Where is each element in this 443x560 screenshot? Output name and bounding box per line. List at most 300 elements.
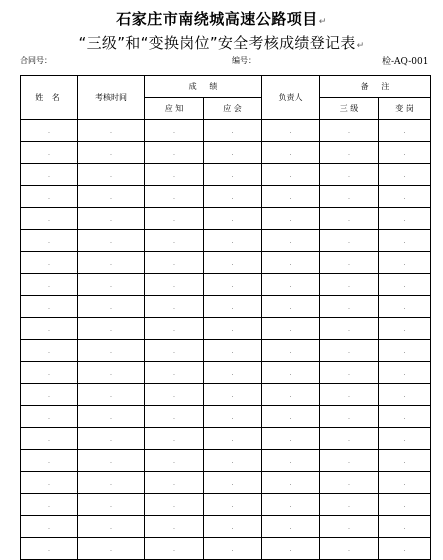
- cell-mark: .: [109, 545, 113, 553]
- table-cell: [320, 494, 379, 516]
- table-cell: [204, 340, 262, 362]
- table-cell: [78, 384, 145, 406]
- table-cell: [320, 406, 379, 428]
- cell-mark: .: [347, 347, 351, 355]
- cell-mark: .: [47, 391, 51, 399]
- table-cell: [145, 230, 204, 252]
- table-cell: [379, 384, 431, 406]
- serial-number-label: 编号：: [232, 56, 256, 65]
- cell-mark: .: [172, 127, 176, 135]
- cell-mark: .: [47, 259, 51, 267]
- table-cell: [21, 450, 78, 472]
- table-row: [21, 120, 431, 142]
- table-cell: [21, 538, 78, 560]
- cell-mark: .: [231, 435, 234, 443]
- cell-mark: .: [47, 369, 51, 377]
- cell-mark: .: [403, 523, 406, 531]
- table-cell: [78, 164, 145, 186]
- table-cell: [379, 516, 431, 538]
- cell-mark: .: [47, 413, 51, 421]
- cell-mark: .: [403, 149, 406, 157]
- table-cell: [78, 472, 145, 494]
- cell-mark: .: [172, 347, 176, 355]
- cell-mark: .: [347, 369, 351, 377]
- score-register-table: [20, 75, 431, 560]
- table-cell: [379, 186, 431, 208]
- table-cell: [21, 186, 78, 208]
- cell-mark: .: [403, 171, 406, 179]
- table-cell: [78, 494, 145, 516]
- cell-mark: .: [403, 325, 406, 333]
- cell-mark: .: [347, 413, 351, 421]
- table-cell: [21, 208, 78, 230]
- table-cell: [145, 142, 204, 164]
- table-cell: [78, 538, 145, 560]
- cell-mark: .: [403, 347, 406, 355]
- table-cell: [145, 120, 204, 142]
- table-cell: [78, 516, 145, 538]
- cell-mark: .: [289, 171, 292, 179]
- table-cell: [262, 516, 320, 538]
- cell-mark: .: [403, 259, 406, 267]
- table-cell: [145, 362, 204, 384]
- cell-mark: .: [403, 215, 406, 223]
- cell-mark: .: [47, 325, 51, 333]
- cell-mark: .: [347, 281, 351, 289]
- table-cell: [145, 186, 204, 208]
- cell-mark: .: [231, 171, 234, 179]
- cell-mark: .: [403, 545, 406, 553]
- table-cell: [78, 208, 145, 230]
- cell-mark: .: [403, 413, 406, 421]
- table-cell: [21, 362, 78, 384]
- contract-number-label: 合同号：: [20, 56, 52, 65]
- table-cell: [204, 274, 262, 296]
- table-cell: [21, 384, 78, 406]
- table-cell: [145, 208, 204, 230]
- table-row: [21, 318, 431, 340]
- cell-mark: .: [47, 149, 51, 157]
- cell-mark: .: [109, 171, 113, 179]
- table-cell: [262, 208, 320, 230]
- table-row: [21, 274, 431, 296]
- cell-mark: .: [47, 303, 51, 311]
- table-cell: [320, 318, 379, 340]
- table-cell: [262, 318, 320, 340]
- table-cell: [320, 340, 379, 362]
- cell-mark: .: [403, 281, 406, 289]
- cell-mark: .: [47, 127, 51, 135]
- table-cell: [21, 494, 78, 516]
- table-cell: [145, 494, 204, 516]
- header-should-do: 应 会: [204, 98, 262, 120]
- cell-mark: .: [289, 435, 292, 443]
- table-row: [21, 296, 431, 318]
- cell-mark: .: [289, 237, 292, 245]
- table-row: [21, 450, 431, 472]
- table-cell: [320, 516, 379, 538]
- header-score: 成 绩: [145, 76, 262, 98]
- cell-mark: .: [289, 413, 292, 421]
- table-cell: [379, 450, 431, 472]
- cell-mark: .: [109, 413, 113, 421]
- table-cell: [78, 340, 145, 362]
- cell-mark: .: [47, 237, 51, 245]
- cell-mark: .: [47, 347, 51, 355]
- table-cell: [204, 494, 262, 516]
- cell-mark: .: [172, 325, 176, 333]
- cell-mark: .: [109, 149, 113, 157]
- table-cell: [379, 296, 431, 318]
- cell-mark: .: [47, 281, 51, 289]
- cell-mark: .: [172, 281, 176, 289]
- cell-mark: .: [347, 325, 351, 333]
- table-cell: [262, 428, 320, 450]
- cell-mark: .: [172, 435, 176, 443]
- table-cell: [204, 142, 262, 164]
- table-cell: [21, 296, 78, 318]
- table-cell: [204, 384, 262, 406]
- table-cell: [21, 516, 78, 538]
- table-cell: [262, 296, 320, 318]
- cell-mark: .: [109, 215, 113, 223]
- cell-mark: .: [47, 435, 51, 443]
- cell-mark: .: [172, 457, 176, 465]
- cell-mark: .: [289, 193, 292, 201]
- table-cell: [78, 230, 145, 252]
- cell-mark: .: [109, 303, 113, 311]
- table-row: [21, 230, 431, 252]
- table-cell: [21, 230, 78, 252]
- cell-mark: .: [172, 479, 176, 487]
- table-cell: [320, 208, 379, 230]
- table-cell: [145, 318, 204, 340]
- cell-mark: .: [109, 325, 113, 333]
- cell-mark: .: [231, 127, 234, 135]
- cell-mark: .: [47, 501, 51, 509]
- cell-mark: .: [347, 193, 351, 201]
- table-cell: [21, 274, 78, 296]
- table-cell: [379, 472, 431, 494]
- table-cell: [204, 472, 262, 494]
- table-cell: [262, 230, 320, 252]
- table-cell: [145, 538, 204, 560]
- table-cell: [204, 186, 262, 208]
- table-cell: [320, 362, 379, 384]
- cell-mark: .: [347, 523, 351, 531]
- cell-mark: .: [172, 171, 176, 179]
- cell-mark: .: [172, 545, 176, 553]
- table-cell: [78, 406, 145, 428]
- table-row: [21, 428, 431, 450]
- cell-mark: .: [289, 501, 292, 509]
- cell-mark: .: [231, 369, 234, 377]
- table-cell: [145, 274, 204, 296]
- table-row: [21, 142, 431, 164]
- table-cell: [204, 120, 262, 142]
- cell-mark: .: [347, 149, 351, 157]
- cell-mark: .: [47, 479, 51, 487]
- cell-mark: .: [231, 501, 234, 509]
- cell-mark: .: [347, 391, 351, 399]
- cell-mark: .: [289, 325, 292, 333]
- cell-mark: .: [347, 171, 351, 179]
- cell-mark: .: [347, 259, 351, 267]
- table-cell: [145, 406, 204, 428]
- table-cell: [204, 538, 262, 560]
- table-row: [21, 208, 431, 230]
- cell-mark: .: [289, 259, 292, 267]
- table-cell: [21, 142, 78, 164]
- table-cell: [379, 274, 431, 296]
- cell-mark: .: [231, 391, 234, 399]
- header-exam-time: 考核时间: [78, 76, 145, 120]
- cell-mark: .: [231, 193, 234, 201]
- cell-mark: .: [172, 501, 176, 509]
- cell-mark: .: [172, 259, 176, 267]
- table-cell: [262, 384, 320, 406]
- table-cell: [145, 164, 204, 186]
- table-cell: [262, 494, 320, 516]
- cell-mark: .: [403, 127, 406, 135]
- table-cell: [320, 164, 379, 186]
- table-cell: [320, 472, 379, 494]
- cell-mark: .: [347, 215, 351, 223]
- table-cell: [204, 230, 262, 252]
- table-cell: [320, 384, 379, 406]
- table-cell: [78, 428, 145, 450]
- table-cell: [78, 274, 145, 296]
- cell-mark: .: [231, 545, 234, 553]
- cell-mark: .: [231, 281, 234, 289]
- cell-mark: .: [231, 149, 234, 157]
- header-name: 姓 名: [21, 76, 78, 120]
- cell-mark: .: [172, 215, 176, 223]
- cell-mark: .: [109, 457, 113, 465]
- table-row: [21, 362, 431, 384]
- cell-mark: .: [109, 127, 113, 135]
- table-cell: [21, 164, 78, 186]
- cell-mark: .: [231, 523, 234, 531]
- table-cell: [320, 120, 379, 142]
- cell-mark: .: [47, 523, 51, 531]
- cell-mark: .: [347, 479, 351, 487]
- cell-mark: .: [109, 523, 113, 531]
- document-subtitle: “三级”和“变换岗位”安全考核成绩登记表↵: [78, 34, 365, 52]
- cell-mark: .: [289, 369, 292, 377]
- cell-mark: .: [289, 479, 292, 487]
- cell-mark: .: [47, 215, 51, 223]
- cell-mark: .: [47, 193, 51, 201]
- table-cell: [262, 274, 320, 296]
- cell-mark: .: [109, 391, 113, 399]
- cell-mark: .: [231, 347, 234, 355]
- table-cell: [78, 362, 145, 384]
- cell-mark: .: [231, 479, 234, 487]
- table-cell: [145, 384, 204, 406]
- document-title: 石家庄市南绕城高速公路项目↵: [116, 10, 327, 28]
- cell-mark: .: [172, 149, 176, 157]
- table-cell: [379, 428, 431, 450]
- cell-mark: .: [289, 303, 292, 311]
- cell-mark: .: [403, 193, 406, 201]
- cell-mark: .: [109, 369, 113, 377]
- cell-mark: .: [172, 193, 176, 201]
- header-should-know: 应 知: [145, 98, 204, 120]
- table-cell: [262, 186, 320, 208]
- cell-mark: .: [231, 259, 234, 267]
- table-cell: [379, 142, 431, 164]
- table-cell: [379, 318, 431, 340]
- table-cell: [379, 230, 431, 252]
- table-cell: [320, 538, 379, 560]
- cell-mark: .: [47, 171, 51, 179]
- table-cell: [145, 296, 204, 318]
- cell-mark: .: [347, 303, 351, 311]
- cell-mark: .: [231, 413, 234, 421]
- cell-mark: .: [231, 303, 234, 311]
- table-cell: [262, 252, 320, 274]
- table-cell: [78, 252, 145, 274]
- table-cell: [204, 164, 262, 186]
- cell-mark: .: [231, 457, 234, 465]
- cell-mark: .: [109, 193, 113, 201]
- table-cell: [78, 186, 145, 208]
- table-cell: [320, 230, 379, 252]
- form-code: 检-AQ-001: [382, 57, 429, 67]
- table-cell: [320, 450, 379, 472]
- cell-mark: .: [172, 237, 176, 245]
- cell-mark: .: [289, 523, 292, 531]
- table-cell: [21, 318, 78, 340]
- table-row: [21, 516, 431, 538]
- table-cell: [262, 406, 320, 428]
- cell-mark: .: [109, 237, 113, 245]
- table-row: [21, 252, 431, 274]
- cell-mark: .: [289, 545, 292, 553]
- table-cell: [379, 340, 431, 362]
- header-responsible: 负责人: [262, 76, 320, 120]
- header-transfer: 变 岗: [379, 98, 431, 120]
- table-cell: [379, 164, 431, 186]
- cell-mark: .: [403, 435, 406, 443]
- table-cell: [320, 274, 379, 296]
- table-cell: [262, 142, 320, 164]
- cell-mark: .: [289, 347, 292, 355]
- cell-mark: .: [172, 303, 176, 311]
- header-remarks: 备 注: [320, 76, 431, 98]
- table-cell: [21, 428, 78, 450]
- table-cell: [204, 406, 262, 428]
- table-cell: [262, 472, 320, 494]
- cell-mark: .: [347, 457, 351, 465]
- cell-mark: .: [403, 391, 406, 399]
- cell-mark: .: [231, 237, 234, 245]
- table-cell: [262, 538, 320, 560]
- cell-mark: .: [403, 457, 406, 465]
- table-row: [21, 472, 431, 494]
- cell-mark: .: [403, 237, 406, 245]
- cell-mark: .: [289, 457, 292, 465]
- table-cell: [262, 362, 320, 384]
- table-cell: [145, 428, 204, 450]
- cell-mark: .: [289, 281, 292, 289]
- cell-mark: .: [172, 391, 176, 399]
- cell-mark: .: [289, 215, 292, 223]
- cell-mark: .: [403, 369, 406, 377]
- cell-mark: .: [109, 347, 113, 355]
- table-cell: [21, 472, 78, 494]
- table-cell: [204, 318, 262, 340]
- table-cell: [262, 340, 320, 362]
- table-cell: [379, 252, 431, 274]
- table-cell: [379, 406, 431, 428]
- table-cell: [379, 494, 431, 516]
- table-row: [21, 494, 431, 516]
- table-cell: [145, 252, 204, 274]
- table-cell: [78, 318, 145, 340]
- cell-mark: .: [347, 545, 351, 553]
- table-cell: [379, 538, 431, 560]
- table-cell: [320, 252, 379, 274]
- cell-mark: .: [347, 237, 351, 245]
- table-cell: [145, 516, 204, 538]
- table-row: [21, 164, 431, 186]
- cell-mark: .: [347, 435, 351, 443]
- cell-mark: .: [347, 127, 351, 135]
- table-cell: [262, 164, 320, 186]
- table-cell: [21, 406, 78, 428]
- cell-mark: .: [289, 149, 292, 157]
- cell-mark: .: [347, 501, 351, 509]
- cell-mark: .: [47, 457, 51, 465]
- cell-mark: .: [109, 281, 113, 289]
- table-row: [21, 340, 431, 362]
- table-cell: [204, 208, 262, 230]
- cell-mark: .: [231, 215, 234, 223]
- table-cell: [320, 186, 379, 208]
- paragraph-mark: ↵: [356, 41, 365, 51]
- table-cell: [78, 450, 145, 472]
- table-cell: [78, 142, 145, 164]
- table-cell: [78, 296, 145, 318]
- table-cell: [320, 296, 379, 318]
- cell-mark: .: [403, 501, 406, 509]
- table-cell: [379, 362, 431, 384]
- table-row: [21, 186, 431, 208]
- cell-mark: .: [289, 391, 292, 399]
- table-cell: [204, 450, 262, 472]
- table-cell: [204, 428, 262, 450]
- table-cell: [204, 296, 262, 318]
- cell-mark: .: [109, 479, 113, 487]
- table-cell: [204, 252, 262, 274]
- cell-mark: .: [172, 413, 176, 421]
- cell-mark: .: [47, 545, 51, 553]
- cell-mark: .: [403, 479, 406, 487]
- table-cell: [145, 340, 204, 362]
- cell-mark: .: [289, 127, 292, 135]
- table-row: [21, 406, 431, 428]
- table-cell: [379, 208, 431, 230]
- table-cell: [21, 120, 78, 142]
- cell-mark: .: [109, 259, 113, 267]
- cell-mark: .: [172, 523, 176, 531]
- cell-mark: .: [109, 435, 113, 443]
- cell-mark: .: [403, 303, 406, 311]
- cell-mark: .: [231, 325, 234, 333]
- table-cell: [145, 450, 204, 472]
